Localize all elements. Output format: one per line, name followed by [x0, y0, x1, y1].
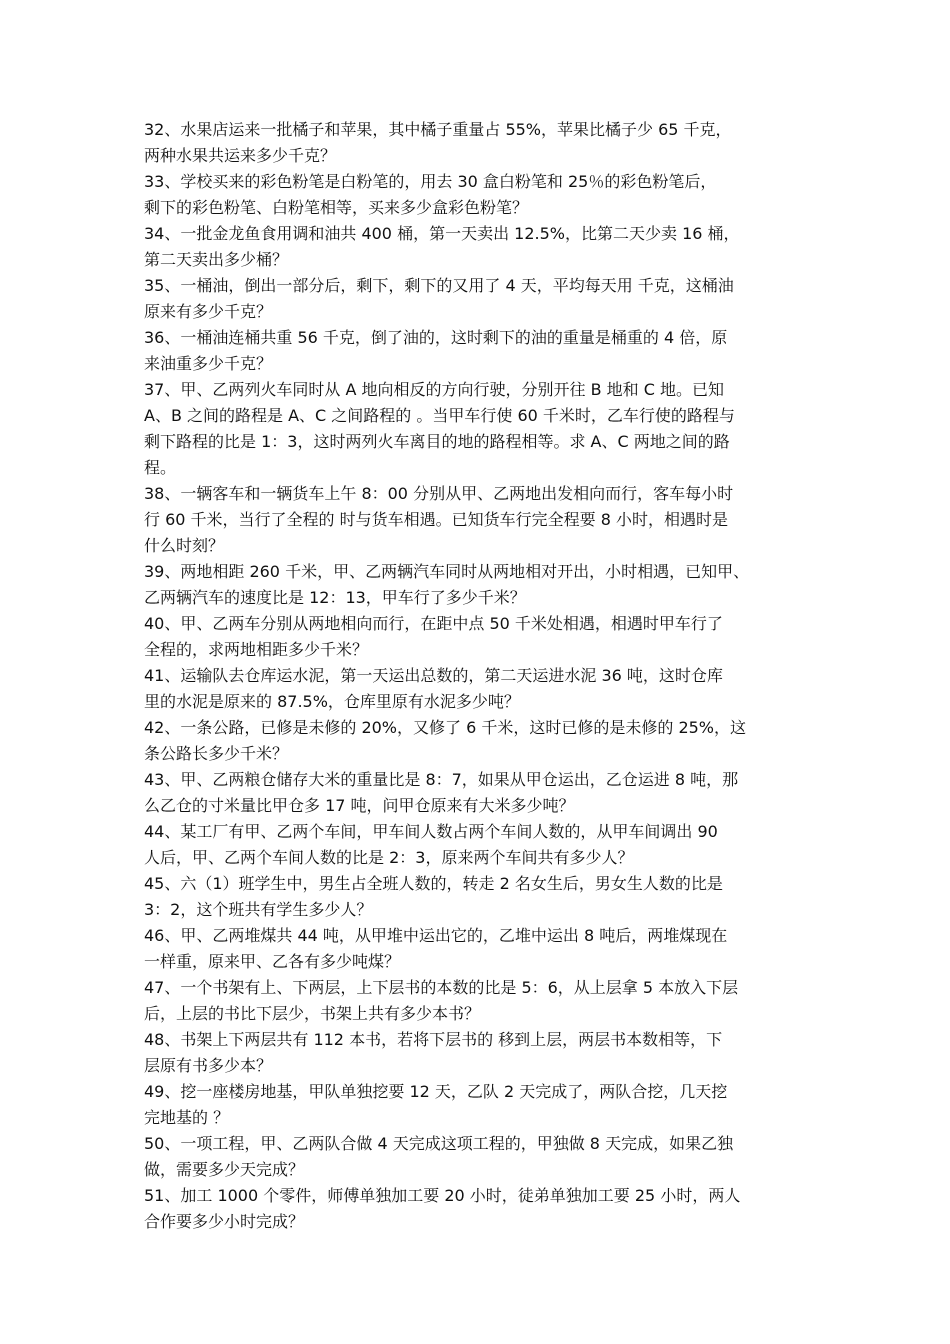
problem-line: 48、书架上下两层共有 112 本书，若将下层书的 移到上层，两层书本数相等，下 — [144, 1030, 723, 1049]
problem-line: 剩下的彩色粉笔、白粉笔相等，买来多少盒彩色粉笔？ — [144, 198, 529, 217]
problem-line: 49、挖一座楼房地基，甲队单独挖要 12 天，乙队 2 天完成了，两队合挖，几天挖 — [144, 1082, 728, 1101]
problem-line: 什么时刻？ — [144, 536, 225, 555]
problem-line: 42、一条公路，已修是未修的 20%，又修了 6 千米，这时已修的是未修的 25%，这 — [144, 718, 747, 737]
problem-line: 41、运输队去仓库运水泥，第一天运出总数的，第二天运进水泥 36 吨，这时仓库 — [144, 666, 723, 685]
problem-line: 47、一个书架有上、下两层，上下层书的本数的比是 5：6，从上层拿 5 本放入下层 — [144, 978, 739, 997]
problem-item — [144, 923, 814, 975]
problem-line: 32、水果店运来一批橘子和苹果，其中橘子重量占 55%，苹果比橘子少 65 千克， — [144, 120, 732, 139]
problem-item — [144, 871, 814, 923]
problem-line: A、B 之间的路程是 A、C 之间路程的 。当甲车行使 60 千米时，乙车行使的路程与 — [144, 406, 735, 425]
problem-line: 40、甲、乙两车分别从两地相向而行，在距中点 50 千米处相遇，相遇时甲车行了 — [144, 614, 723, 633]
problem-item — [144, 481, 814, 559]
problem-item — [144, 819, 814, 871]
problem-line: 里的水泥是原来的 87.5%，仓库里原有水泥多少吨？ — [144, 692, 520, 711]
problem-item — [144, 1027, 814, 1079]
problem-line: 37、甲、乙两列火车同时从 A 地向相反的方向行驶，分别开往 B 地和 C 地。已知 — [144, 380, 724, 399]
problem-line: 合作要多少小时完成？ — [144, 1212, 305, 1231]
problem-item — [144, 611, 814, 663]
problem-line: 做，需要多少天完成？ — [144, 1160, 305, 1179]
problem-item — [144, 663, 814, 715]
problem-line: 44、某工厂有甲、乙两个车间，甲车间人数占两个车间人数的，从甲车间调出 90 — [144, 822, 718, 841]
problem-line: 51、加工 1000 个零件，师傅单独加工要 20 小时，徒弟单独加工要 25 小时，两人 — [144, 1186, 741, 1205]
problem-line: 34、一批金龙鱼食用调和油共 400 桶，第一天卖出 12.5%，比第二天少卖 16 桶， — [144, 224, 740, 243]
problem-item — [144, 377, 814, 481]
problem-line: 层原有书多少本？ — [144, 1056, 273, 1075]
problem-line: 46、甲、乙两堆煤共 44 吨，从甲堆中运出它的，乙堆中运出 8 吨后，两堆煤现在 — [144, 926, 728, 945]
problem-line: 50、一项工程，甲、乙两队合做 4 天完成这项工程的，甲独做 8 天完成，如果乙独 — [144, 1134, 734, 1153]
problem-line: 完地基的 ？ — [144, 1108, 230, 1127]
problem-item — [144, 559, 814, 611]
problem-item — [144, 767, 814, 819]
problem-line: 么乙仓的寸米量比甲仓多 17 吨，问甲仓原来有大米多少吨？ — [144, 796, 575, 815]
problem-item — [144, 117, 814, 169]
problem-line: 剩下路程的比是 1：3，这时两列火车离目的地的路程相等。求 A、C 两地之间的路 — [144, 432, 730, 451]
problem-line: 45、六（1）班学生中，男生占全班人数的，转走 2 名女生后，男女生人数的比是 — [144, 874, 723, 893]
problem-item — [144, 169, 814, 221]
problem-item — [144, 221, 814, 273]
problem-line: 条公路长多少千米？ — [144, 744, 289, 763]
problem-item — [144, 273, 814, 325]
problem-item — [144, 715, 814, 767]
problem-item — [144, 325, 814, 377]
problem-line: 33、学校买来的彩色粉笔是白粉笔的，用去 30 盒白粉笔和 25％的彩色粉笔后， — [144, 172, 717, 191]
problem-line: 一样重，原来甲、乙各有多少吨煤？ — [144, 952, 401, 971]
problem-line: 3：2，这个班共有学生多少人？ — [144, 900, 373, 919]
problem-line: 38、一辆客车和一辆货车上午 8：00 分别从甲、乙两地出发相向而行，客车每小时 — [144, 484, 734, 503]
problem-line: 35、一桶油，倒出一部分后，剩下，剩下的又用了 4 天，平均每天用 千克，这桶油 — [144, 276, 734, 295]
problem-list — [144, 117, 814, 1235]
problem-line: 乙两辆汽车的速度比是 12：13，甲车行了多少千米？ — [144, 588, 526, 607]
problem-line: 原来有多少千克？ — [144, 302, 273, 321]
problem-line: 来油重多少千克？ — [144, 354, 273, 373]
problem-line: 人后，甲、乙两个车间人数的比是 2：3，原来两个车间共有多少人？ — [144, 848, 634, 867]
problem-line: 程。 — [144, 458, 177, 477]
problem-item — [144, 1183, 814, 1235]
problem-line: 43、甲、乙两粮仓储存大米的重量比是 8：7，如果从甲仓运出，乙仓运进 8 吨，那 — [144, 770, 739, 789]
problem-line: 第二天卖出多少桶？ — [144, 250, 289, 269]
problem-item — [144, 1131, 814, 1183]
problem-line: 39、两地相距 260 千米，甲、乙两辆汽车同时从两地相对开出，小时相遇，已知甲、 — [144, 562, 750, 581]
problem-item — [144, 975, 814, 1027]
problem-line: 两种水果共运来多少千克？ — [144, 146, 337, 165]
problem-item — [144, 1079, 814, 1131]
problem-line: 后，上层的书比下层少，书架上共有多少本书？ — [144, 1004, 481, 1023]
problem-line: 行 60 千米，当行了全程的 时与货车相遇。已知货车行完全程要 8 小时，相遇时是 — [144, 510, 728, 529]
problem-line: 36、一桶油连桶共重 56 千克，倒了油的，这时剩下的油的重量是桶重的 4 倍，原 — [144, 328, 728, 347]
problem-line: 全程的，求两地相距多少千米？ — [144, 640, 369, 659]
